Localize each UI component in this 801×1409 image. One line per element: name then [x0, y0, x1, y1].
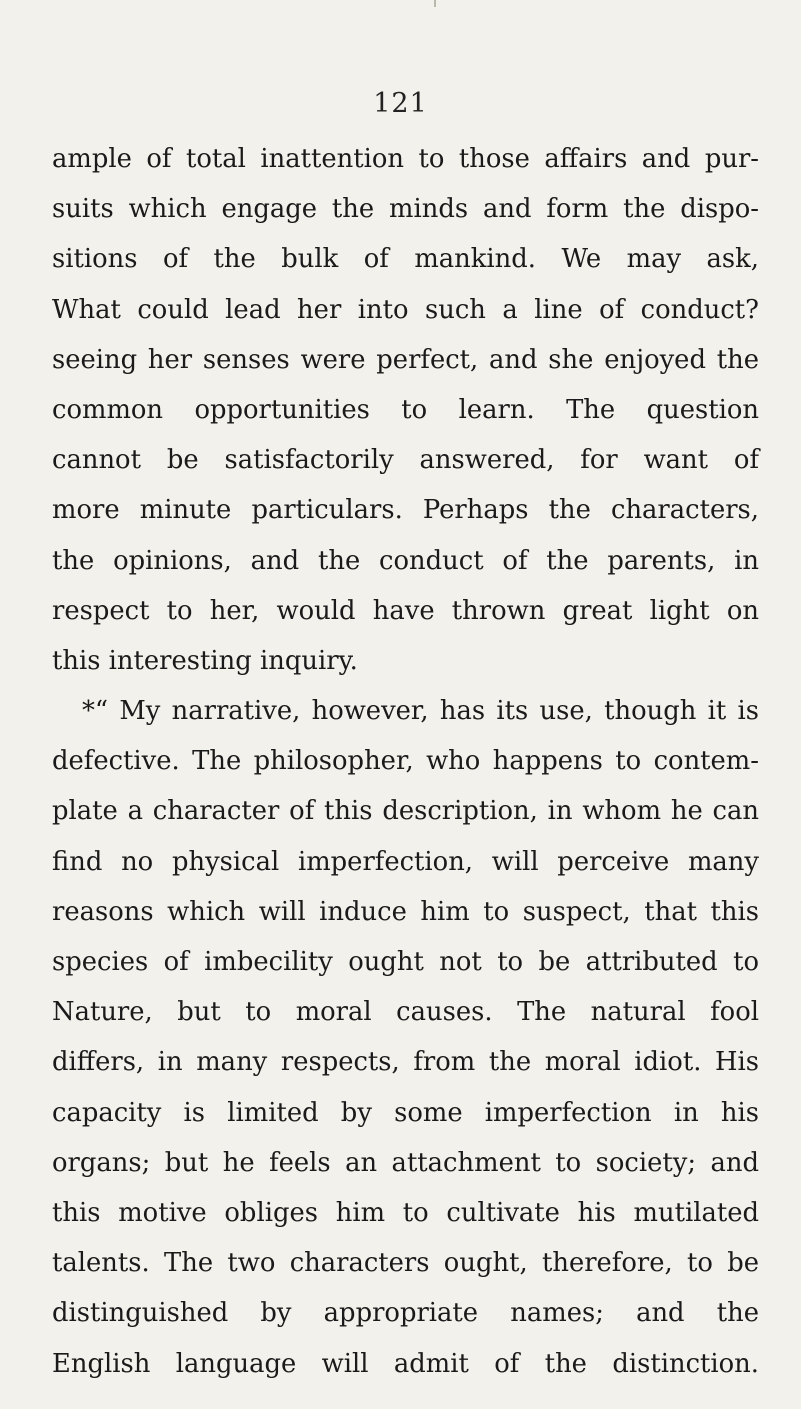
text-line: differs, in many respects, from the moral idiot. His: [52, 1047, 759, 1078]
text-line: reasons which will induce him to suspect, that this: [52, 896, 759, 927]
text-line: What could lead her into such a line of conduct?: [52, 294, 759, 325]
text-line: species of imbecility ought not to be attributed to: [52, 947, 759, 977]
text-line: organs; but he feels an attachment to society; and: [52, 1147, 759, 1178]
text-line: English language will admit of the distinction.: [52, 1348, 759, 1379]
text-line: more minute particulars. Perhaps the characters,: [52, 495, 759, 526]
text-line: cannot be satisfactorily answered, for want of: [52, 445, 759, 476]
text-line: plate a character of this description, in whom he can: [52, 796, 759, 827]
text-line: respect to her, would have thrown great light on: [52, 595, 759, 626]
text-line: *“ My narrative, however, has its use, though it is: [82, 696, 759, 727]
text-line: this motive obliges him to cultivate his mutilated: [52, 1197, 759, 1228]
text-line: ample of total inattention to those affairs and pur-: [52, 144, 759, 174]
text-line: this interesting inquiry.: [52, 645, 358, 676]
text-line: defective. The philosopher, who happens to contem-: [52, 746, 759, 777]
text-line: suits which engage the minds and form the dispo-: [52, 194, 759, 225]
text-line: sitions of the bulk of mankind. We may ask,: [52, 244, 759, 275]
text-line: talents. The two characters ought, therefore, to be: [52, 1248, 759, 1279]
text-line: capacity is limited by some imperfection in his: [52, 1097, 759, 1128]
text-line: seeing her senses were perfect, and she enjoyed the: [52, 344, 759, 375]
page-number: 121: [373, 88, 428, 119]
scan-speck: [434, 0, 436, 7]
text-line: find no physical imperfection, will perceive many: [52, 846, 759, 877]
text-line: common opportunities to learn. The question: [52, 394, 759, 425]
text-line: Nature, but to moral causes. The natural fool: [52, 997, 759, 1028]
body-text: [52, 134, 759, 1389]
text-line: the opinions, and the conduct of the parents, in: [52, 545, 759, 576]
text-line: distinguished by appropriate names; and the: [52, 1298, 759, 1329]
